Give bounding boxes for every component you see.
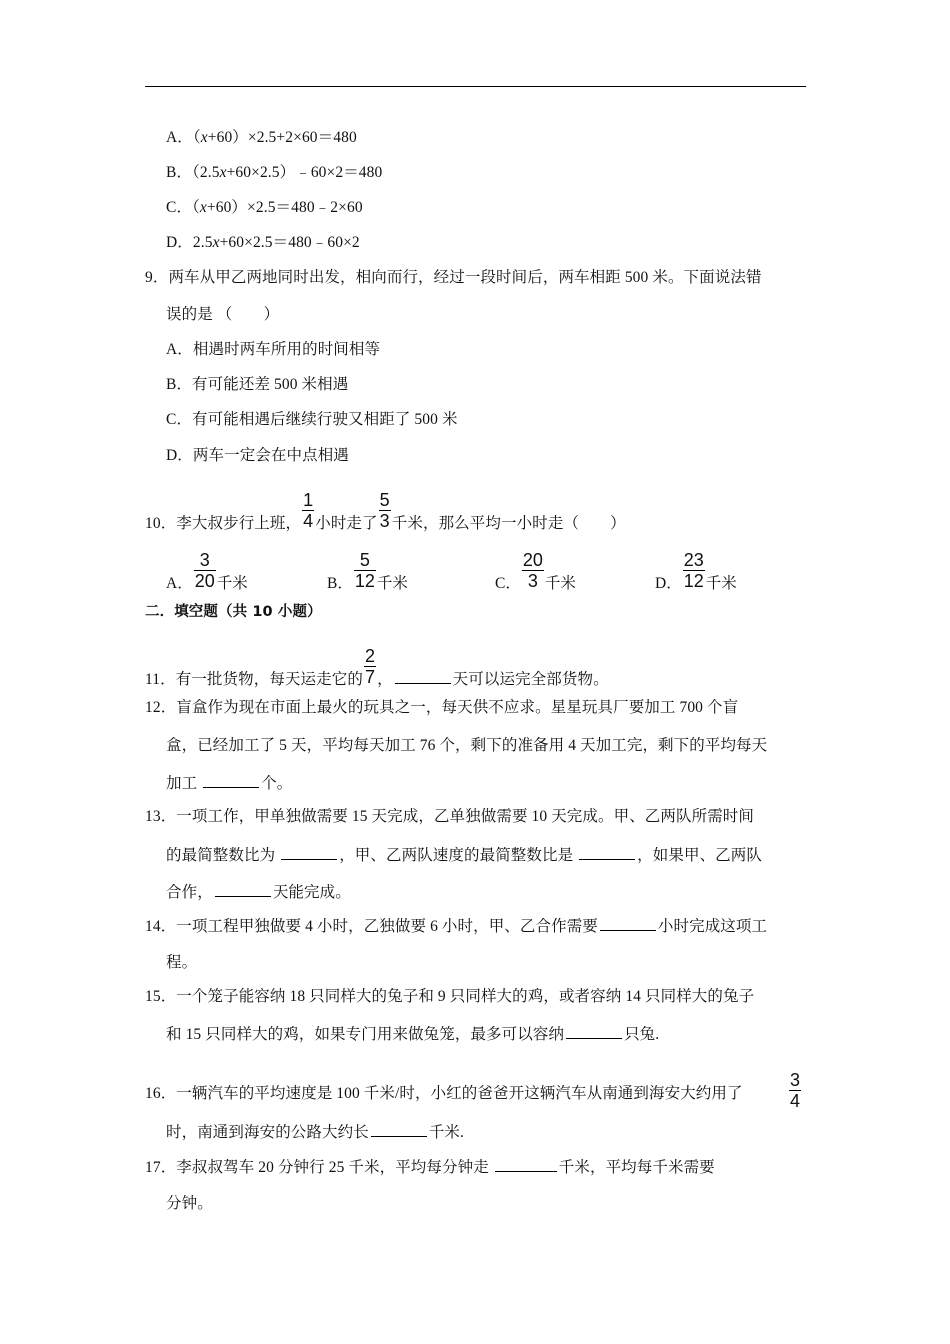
q17-stem-line2: 分钟。 bbox=[166, 1195, 213, 1212]
q14-stem-line2: 程。 bbox=[166, 954, 198, 971]
q15-text: 只兔. bbox=[624, 1026, 660, 1043]
numerator: 3 bbox=[790, 1070, 801, 1090]
q14-stem-line1 bbox=[145, 916, 767, 937]
q14-text: 14．一项工程甲独做要 4 小时，乙独做要 6 小时，甲、乙合作需要 bbox=[145, 918, 598, 935]
answer-blank[interactable] bbox=[395, 669, 451, 684]
q11-text: 11．有一批货物，每天运走它的 bbox=[145, 671, 363, 689]
q17-text: 17．李叔叔驾车 20 分钟行 25 千米，平均每分钟走 bbox=[145, 1159, 493, 1176]
option-text: +60）×2.5+2×60＝480 bbox=[207, 129, 357, 146]
q13-text: 天能完成。 bbox=[272, 884, 351, 901]
denominator: 3 bbox=[527, 571, 538, 591]
option-fraction bbox=[522, 550, 544, 591]
option-text: （ bbox=[192, 199, 200, 216]
q16-stem-line2 bbox=[166, 1122, 464, 1143]
numerator: 2 bbox=[364, 646, 376, 666]
denominator: 12 bbox=[354, 571, 375, 591]
option-text: +60×2.5）﹣60×2＝480 bbox=[226, 164, 383, 181]
q10-text: 10．李大叔步行上班， bbox=[145, 515, 302, 533]
option-label: D． bbox=[655, 575, 682, 593]
q9-option-a: A．相遇时两车所用的时间相等 bbox=[166, 341, 381, 358]
q10-stem bbox=[145, 490, 626, 545]
numerator: 1 bbox=[303, 490, 314, 510]
q13-text: 的最简整数比为 bbox=[166, 847, 280, 864]
option-label: D． bbox=[166, 234, 193, 251]
q16-stem-line1: 16．一辆汽车的平均速度是 100 千米/时，小红的爸爸开这辆汽车从南通到海安大约用了 bbox=[145, 1085, 743, 1102]
q8-option-a bbox=[166, 128, 357, 148]
section-heading: 二．填空题（共 10 小题） bbox=[145, 604, 322, 620]
denominator: 20 bbox=[194, 571, 215, 591]
header-rule bbox=[145, 86, 806, 87]
q10-fraction-time bbox=[302, 490, 314, 531]
answer-blank[interactable] bbox=[371, 1122, 427, 1137]
variable-x: x bbox=[212, 234, 220, 251]
q12-stem-line3 bbox=[166, 773, 292, 794]
q12-text: 加工 bbox=[166, 775, 202, 792]
q10-option-d bbox=[655, 550, 737, 605]
denominator: 4 bbox=[303, 511, 314, 531]
q16-fraction bbox=[789, 1070, 801, 1111]
q17-text: 千米，平均每千米需要 bbox=[558, 1159, 715, 1176]
q9-option-b: B．有可能还差 500 米相遇 bbox=[166, 376, 349, 393]
q16-text: 千米. bbox=[428, 1124, 464, 1141]
option-fraction bbox=[683, 550, 705, 591]
q15-stem-line2 bbox=[166, 1024, 659, 1045]
numerator: 3 bbox=[194, 550, 216, 571]
q8-option-c bbox=[166, 198, 363, 218]
numerator: 23 bbox=[683, 550, 704, 570]
variable-x: x bbox=[200, 129, 208, 146]
numerator: 5 bbox=[379, 490, 390, 510]
denominator: 7 bbox=[364, 667, 376, 687]
denominator: 12 bbox=[683, 571, 704, 591]
option-unit: 千米 bbox=[376, 575, 408, 593]
q9-option-d: D．两车一定会在中点相遇 bbox=[166, 447, 349, 464]
q17-stem-line1 bbox=[145, 1157, 715, 1178]
q11-fraction bbox=[364, 646, 376, 687]
numerator: 5 bbox=[354, 550, 376, 571]
option-fraction bbox=[194, 550, 216, 591]
variable-x: x bbox=[219, 164, 227, 181]
answer-blank[interactable] bbox=[215, 882, 271, 897]
q10-option-c bbox=[495, 550, 576, 605]
answer-blank[interactable] bbox=[566, 1024, 622, 1039]
q8-option-b bbox=[166, 163, 382, 183]
q15-stem-line1: 15．一个笼子能容纳 18 只同样大的兔子和 9 只同样大的鸡，或者容纳 14 只同样大的兔子 bbox=[145, 988, 755, 1005]
q10-option-b bbox=[327, 550, 408, 605]
answer-blank[interactable] bbox=[203, 773, 259, 788]
q11-text: ， bbox=[377, 671, 393, 689]
q13-stem-line3 bbox=[166, 882, 351, 903]
option-text: 2.5 bbox=[192, 234, 213, 251]
option-label: C． bbox=[166, 199, 193, 216]
q12-stem-line2: 盒，已经加工了 5 天，平均每天加工 76 个，剩下的准备用 4 天加工完，剩下的平均每天 bbox=[166, 737, 768, 754]
option-label: C． bbox=[495, 575, 521, 593]
option-text: （2.5 bbox=[192, 164, 220, 181]
q15-text: 和 15 只同样大的鸡，如果专门用来做兔笼，最多可以容纳 bbox=[166, 1026, 565, 1043]
option-label: B． bbox=[327, 575, 353, 593]
q13-stem-line1: 13．一项工作，甲单独做需要 15 天完成，乙单独做需要 10 天完成。甲、乙两队所需时间 bbox=[145, 808, 755, 825]
q13-text: ，甲、乙两队速度的最简整数比是 bbox=[339, 847, 578, 864]
option-text: +60）×2.5＝480﹣2×60 bbox=[206, 199, 363, 216]
answer-blank[interactable] bbox=[579, 845, 635, 860]
answer-blank[interactable] bbox=[495, 1157, 557, 1172]
option-unit: 千米 bbox=[216, 575, 248, 593]
q11-stem bbox=[145, 646, 609, 701]
q10-text: 千米，那么平均一小时走（ ） bbox=[391, 515, 626, 533]
option-fraction bbox=[354, 550, 376, 591]
numerator: 20 bbox=[522, 550, 543, 570]
option-label: A． bbox=[166, 129, 193, 146]
option-label: A． bbox=[166, 575, 193, 593]
answer-blank[interactable] bbox=[281, 845, 337, 860]
q13-text: 合作， bbox=[166, 884, 213, 901]
q13-text: ，如果甲、乙两队 bbox=[637, 847, 762, 864]
denominator: 3 bbox=[379, 511, 390, 531]
q9-stem-line1: 9．两车从甲乙两地同时出发，相向而行，经过一段时间后，两车相距 500 米。下面说法错 bbox=[145, 269, 762, 286]
option-label: B． bbox=[166, 164, 193, 181]
option-text: （ bbox=[192, 129, 201, 146]
q12-text: 个。 bbox=[261, 775, 293, 792]
option-unit: 千米 bbox=[705, 575, 737, 593]
q16-text: 时，南通到海安的公路大约长 bbox=[166, 1124, 369, 1141]
answer-blank[interactable] bbox=[600, 916, 656, 931]
q12-stem-line1: 12．盲盒作为现在市面上最火的玩具之一，每天供不应求。星星玩具厂要加工 700 个盲 bbox=[145, 699, 739, 716]
denominator: 4 bbox=[790, 1091, 801, 1111]
variable-x: x bbox=[199, 199, 207, 216]
q10-text: 小时走了 bbox=[315, 515, 378, 533]
q10-option-a bbox=[166, 550, 248, 605]
q16-fraction-wrap bbox=[788, 1070, 802, 1125]
q8-option-d bbox=[166, 233, 360, 253]
q14-text: 小时完成这项工 bbox=[657, 918, 768, 935]
q10-fraction-distance bbox=[379, 490, 391, 531]
q11-text: 天可以运完全部货物。 bbox=[452, 671, 609, 689]
q13-stem-line2 bbox=[166, 845, 762, 866]
q9-option-c: C．有可能相遇后继续行驶又相距了 500 米 bbox=[166, 411, 458, 428]
q9-stem-line2: 误的是 （ ） bbox=[166, 306, 280, 323]
option-text: +60×2.5＝480﹣60×2 bbox=[219, 234, 360, 251]
option-unit: 千米 bbox=[544, 575, 576, 593]
